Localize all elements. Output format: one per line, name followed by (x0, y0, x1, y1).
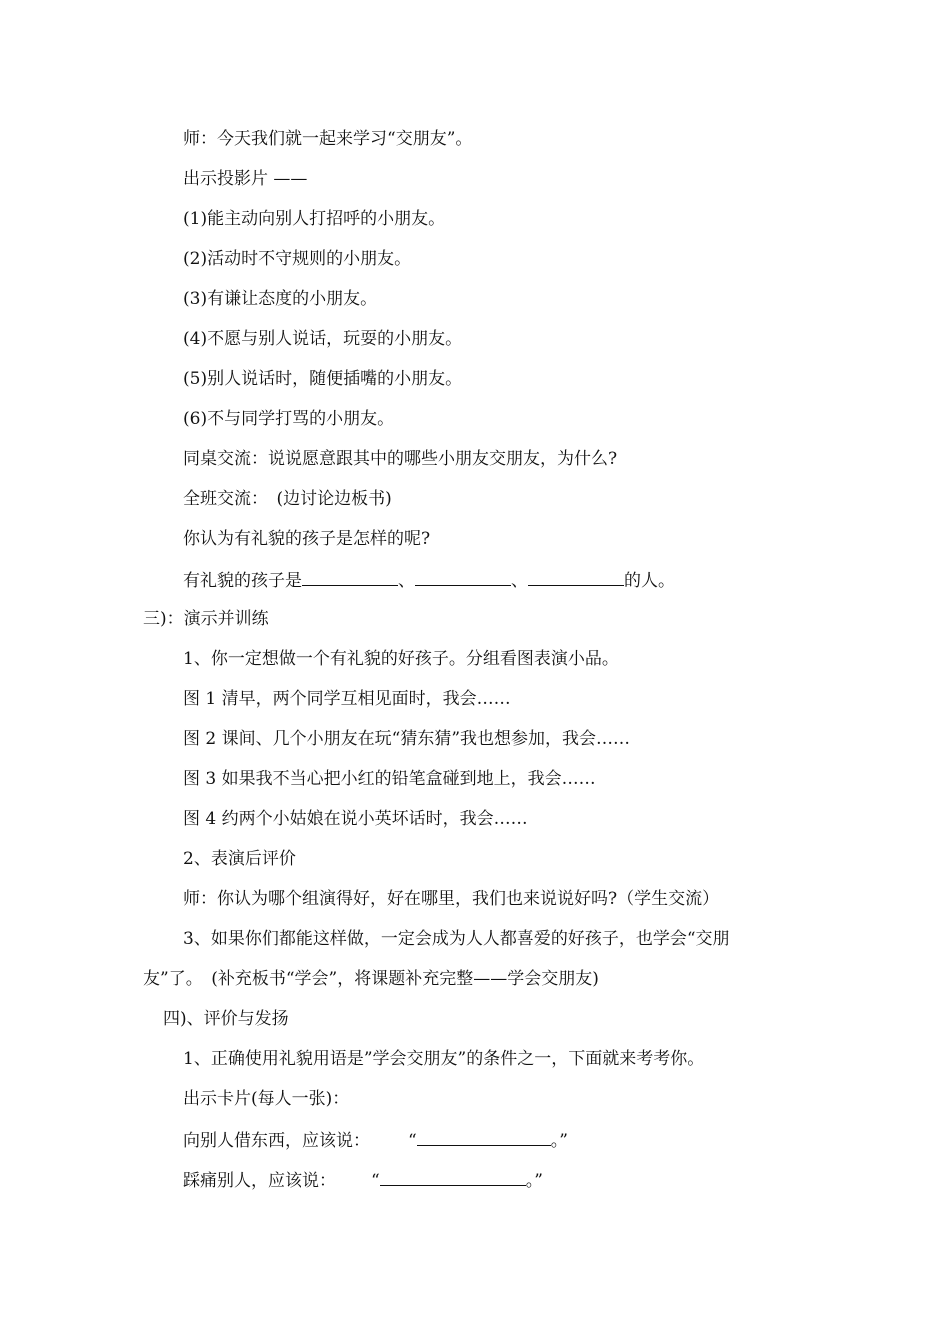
list-item: (4)不愿与别人说话，玩耍的小朋友。 (183, 329, 463, 349)
question-prefix: 踩痛别人，应该说： (183, 1171, 336, 1191)
question-prefix: 向别人借东西，应该说： (183, 1131, 370, 1151)
answer-blank (302, 567, 398, 586)
fill-in-line (183, 567, 675, 591)
paragraph: 出示投影片 —— (183, 169, 308, 189)
paragraph: 2、表演后评价 (183, 849, 296, 869)
paragraph: 全班交流： (边讨论边板书) (183, 489, 392, 509)
question-line (183, 1127, 568, 1151)
list-item: (5)别人说话时，随便插嘴的小朋友。 (183, 369, 463, 389)
separator: 、 (398, 571, 415, 591)
answer-blank (528, 567, 624, 586)
list-item: (6)不与同学打骂的小朋友。 (183, 409, 395, 429)
paragraph: 友”了。 (补充板书“学会”，将课题补充完整——学会交朋友) (143, 969, 599, 989)
list-item: 图 4 约两个小姑娘在说小英坏话时，我会…… (183, 809, 528, 829)
fill-prefix: 有礼貌的孩子是 (183, 571, 302, 591)
paragraph: 3、如果你们都能这样做，一定会成为人人都喜爱的好孩子，也学会“交朋 (183, 929, 730, 949)
section-heading: 四)、评价与发扬 (163, 1009, 289, 1029)
close-quote: 。” (525, 1171, 543, 1191)
paragraph: 你认为有礼貌的孩子是怎样的呢? (183, 529, 431, 549)
separator: 、 (511, 571, 528, 591)
answer-blank (415, 567, 511, 586)
list-item: 图 1 清早，两个同学互相见面时，我会…… (183, 689, 511, 709)
paragraph: 1、你一定想做一个有礼貌的好孩子。分组看图表演小品。 (183, 649, 619, 669)
fill-suffix: 的人。 (624, 571, 675, 591)
open-quote: “ (408, 1131, 417, 1151)
paragraph: 师：你认为哪个组演得好，好在哪里，我们也来说说好吗?（学生交流） (183, 889, 720, 909)
open-quote: “ (371, 1171, 380, 1191)
close-quote: 。” (550, 1131, 568, 1151)
list-item: (2)活动时不守规则的小朋友。 (183, 249, 412, 269)
list-item: (3)有谦让态度的小朋友。 (183, 289, 378, 309)
answer-blank (380, 1167, 526, 1186)
paragraph: 师：今天我们就一起来学习“交朋友”。 (183, 129, 473, 149)
list-item: (1)能主动向别人打招呼的小朋友。 (183, 209, 446, 229)
paragraph: 同桌交流：说说愿意跟其中的哪些小朋友交朋友，为什么? (183, 449, 618, 469)
list-item: 图 2 课间、几个小朋友在玩“猜东猜”我也想参加，我会…… (183, 729, 631, 749)
answer-blank (417, 1127, 551, 1146)
question-line (183, 1167, 543, 1191)
section-heading: 三)：演示并训练 (143, 609, 269, 629)
paragraph: 出示卡片(每人一张)： (183, 1089, 350, 1109)
list-item: 图 3 如果我不当心把小红的铅笔盒碰到地上，我会…… (183, 769, 596, 789)
paragraph: 1、正确使用礼貌用语是”学会交朋友”的条件之一，下面就来考考你。 (183, 1049, 705, 1069)
